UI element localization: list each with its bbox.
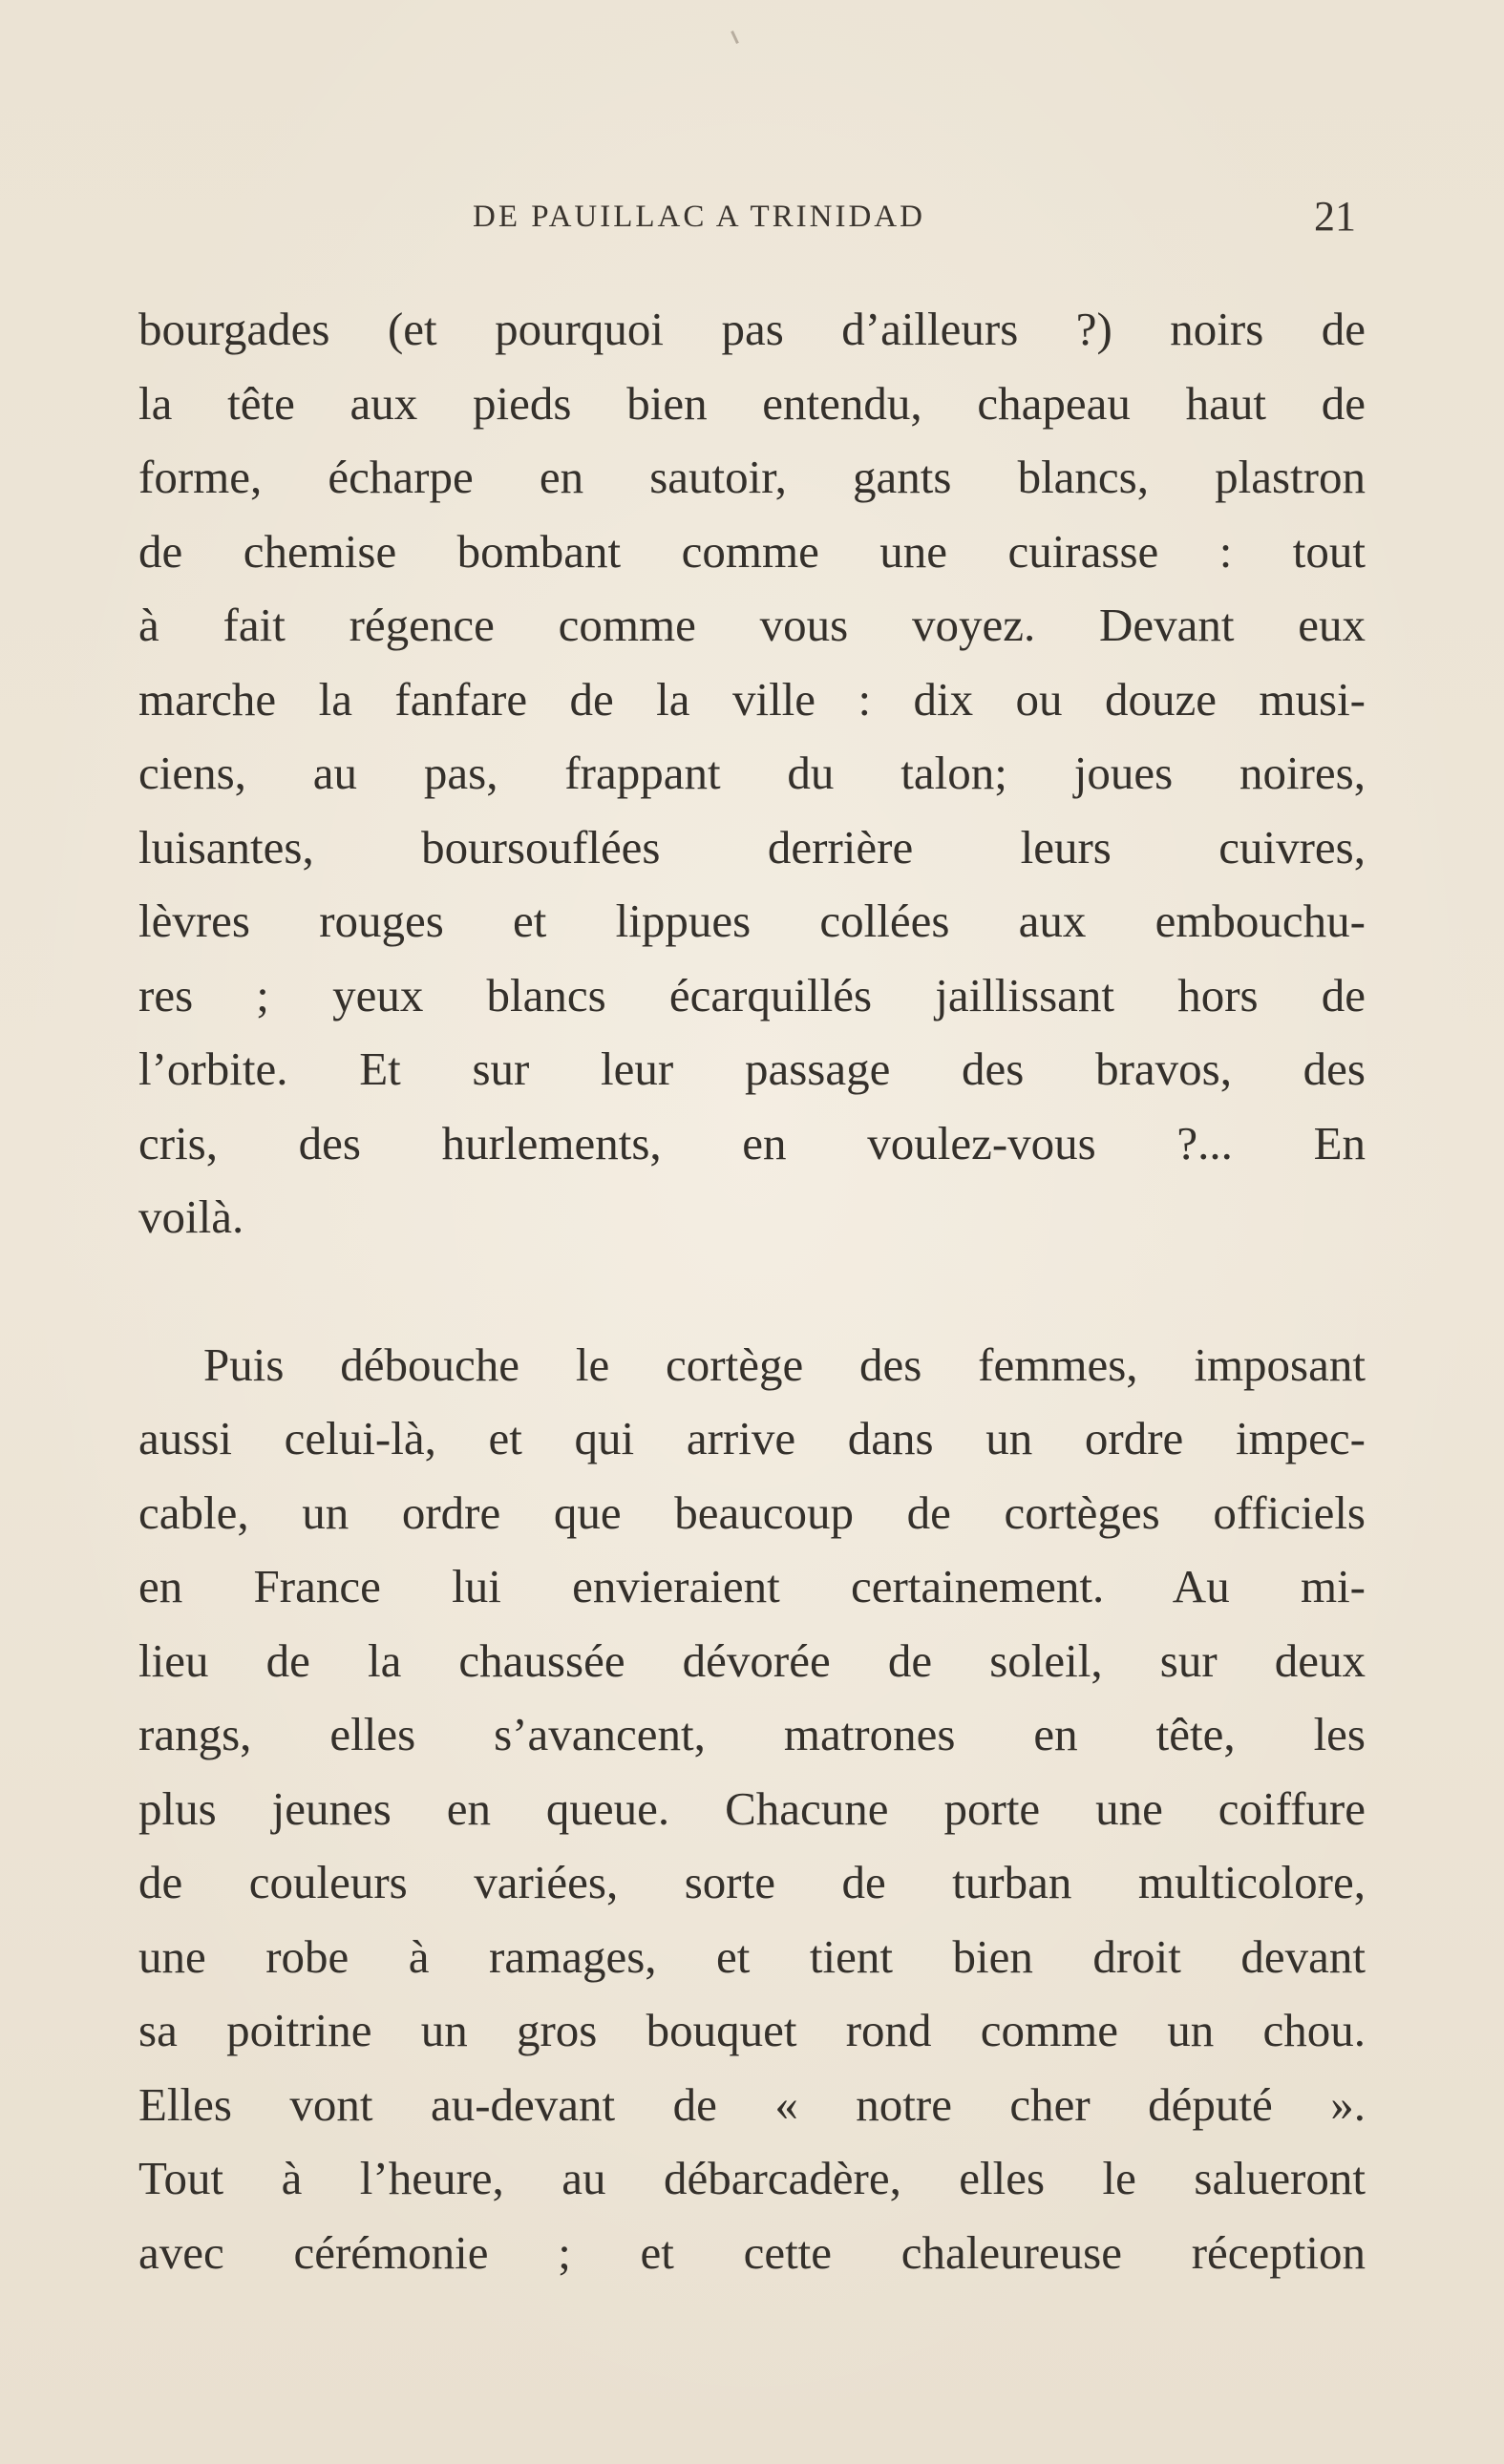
text-line: de chemise bombant comme une cuirasse : tout xyxy=(138,524,1366,578)
text-line: l’orbite. Et sur leur passage des bravos, des xyxy=(138,1042,1366,1095)
text-line: Tout à l’heure, au débarcadère, elles le salueront xyxy=(138,2152,1366,2204)
text-line: forme, écharpe en sautoir, gants blancs, plastron xyxy=(138,451,1366,503)
text-line: lieu de la chaussée dévorée de soleil, sur deux xyxy=(138,1633,1366,1687)
text-line: rangs, elles s’avancent, matrones en tête, les xyxy=(138,1708,1366,1760)
text-line: cris, des hurlements, en voulez-vous ?... En xyxy=(138,1116,1366,1169)
print-mark xyxy=(731,31,739,44)
text-line: marche la fanfare de la ville : dix ou douze musi- xyxy=(138,672,1366,726)
paragraph-1 xyxy=(138,292,1366,1254)
text-line: cable, un ordre que beaucoup de cortèges officiels xyxy=(138,1485,1366,1539)
text-line: aussi celui-là, et qui arrive dans un ordre impec- xyxy=(138,1412,1366,1464)
text-line: une robe à ramages, et tient bien droit devant xyxy=(138,1929,1366,1983)
text-line: ciens, au pas, frappant du talon; joues noires, xyxy=(138,747,1366,799)
text-line: Elles vont au-devant de « notre cher député ». xyxy=(138,2077,1366,2131)
text-line: lèvres rouges et lippues collées aux embouchu- xyxy=(138,895,1366,947)
text-line: la tête aux pieds bien entendu, chapeau haut de xyxy=(138,376,1366,430)
text-line: Puis débouche le cortège des femmes, imposant xyxy=(203,1337,1366,1391)
page-number: 21 xyxy=(1314,193,1356,240)
text-line: res ; yeux blancs écarquillés jaillissant hors de xyxy=(138,968,1366,1021)
text-line: voilà. xyxy=(138,1190,244,1243)
page-header xyxy=(138,193,1366,243)
running-title: DE PAUILLAC A TRINIDAD xyxy=(473,200,925,234)
text-line: plus jeunes en queue. Chacune porte une coiffure xyxy=(138,1781,1366,1835)
text-line: à fait régence comme vous voyez. Devant eux xyxy=(138,599,1366,651)
text-line: en France lui envieraient certainement. Au mi- xyxy=(138,1560,1366,1612)
text-line: bourgades (et pourquoi pas d’ailleurs ?) noirs de xyxy=(138,303,1366,355)
paragraph-2 xyxy=(138,1328,1366,2290)
text-line: luisantes, boursouflées derrière leurs cuivres, xyxy=(138,820,1366,874)
text-line: de couleurs variées, sorte de turban multicolore, xyxy=(138,1856,1366,1908)
body-text xyxy=(138,292,1366,2289)
text-line: sa poitrine un gros bouquet rond comme un chou. xyxy=(138,2004,1366,2056)
paragraph-gap xyxy=(138,1254,1366,1328)
text-line: avec cérémonie ; et cette chaleureuse réception xyxy=(138,2225,1366,2279)
